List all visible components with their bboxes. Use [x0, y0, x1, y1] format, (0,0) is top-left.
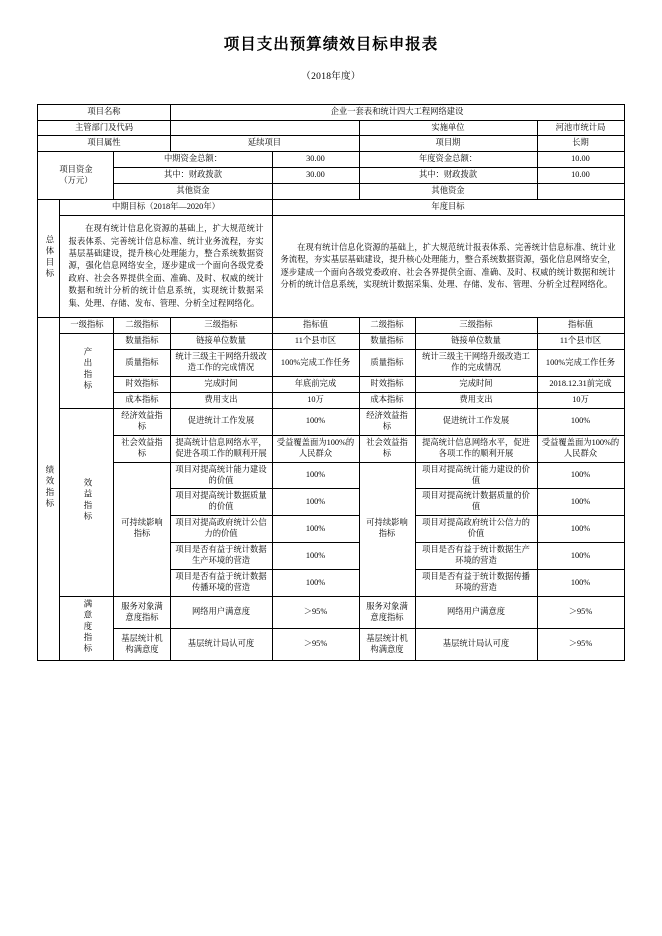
header-level1: 一级指标: [60, 318, 114, 334]
l3-year: 链接单位数量: [415, 334, 537, 350]
l2-mid: 经济效益指标: [114, 408, 170, 435]
department-label: 主管部门及代码: [38, 120, 170, 136]
l2-mid: 成本指标: [114, 392, 170, 408]
department-value: [170, 120, 359, 136]
l2-mid: 数量指标: [114, 334, 170, 350]
mid-gov-label: 其中：财政拨款: [114, 168, 272, 184]
period-value: 长期: [537, 136, 624, 152]
v-year: 100%: [537, 516, 624, 543]
page-title: 项目支出预算绩效目标申报表: [223, 36, 439, 53]
v-year: 100%: [537, 408, 624, 435]
l3-mid: 项目对提高政府统计公信力的价值: [170, 516, 272, 543]
l3-mid: 促进统计工作发展: [170, 408, 272, 435]
v-year: ＞95%: [537, 596, 624, 628]
l3-mid: 项目是否有益于统计数据传播环境的营造: [170, 570, 272, 597]
year-goal-cell: [272, 216, 624, 318]
l2-mid: 质量指标: [114, 350, 170, 377]
mid-gov-value: 30.00: [272, 168, 359, 184]
l2-year: 基层统计机构满意度: [359, 629, 415, 661]
header-value-year: 指标值: [537, 318, 624, 334]
header-level3-mid: 三级指标: [170, 318, 272, 334]
table-row-perf-header: [38, 318, 624, 334]
v-year: 100%: [537, 543, 624, 570]
l2-year: 数量指标: [359, 334, 415, 350]
level1-output-text: 产出指标: [82, 346, 93, 392]
level1-output: [60, 334, 114, 409]
fund-label: [38, 152, 114, 200]
mid-other-value: [272, 184, 359, 200]
table-row-fund-total: [38, 152, 624, 168]
l3-year: 项目是否有益于统计数据生产环境的营造: [415, 543, 537, 570]
overall-row-label: [38, 200, 60, 318]
table-row-overall-header: [38, 200, 624, 216]
v-mid: 年底前完成: [272, 376, 359, 392]
table-row: [38, 596, 624, 628]
mid-other-label: 其他资金: [114, 184, 272, 200]
table-row: [38, 408, 624, 435]
v-mid: ＞95%: [272, 596, 359, 628]
attribute-value: 延续项目: [170, 136, 359, 152]
l3-year: 网络用户满意度: [415, 596, 537, 628]
attribute-label: 项目属性: [38, 136, 170, 152]
project-name-label: 项目名称: [38, 104, 170, 120]
v-year: 2018.12.31前完成: [537, 376, 624, 392]
v-year: 受益覆盖面为100%的人民群众: [537, 435, 624, 462]
fund-label-line2: （万元）: [59, 175, 93, 185]
year-total-label: 年度资金总额：: [359, 152, 537, 168]
l3-mid: 链接单位数量: [170, 334, 272, 350]
year-gov-label: 其中：财政拨款: [359, 168, 537, 184]
l3-mid: 提高统计信息网络水平，促进各项工作的顺利开展: [170, 435, 272, 462]
table-row-department: [38, 120, 624, 136]
l3-mid: 基层统计局认可度: [170, 629, 272, 661]
v-year: 10万: [537, 392, 624, 408]
level1-satisfaction: [60, 596, 114, 660]
l3-year: 项目是否有益于统计数据传播环境的营造: [415, 570, 537, 597]
l3-year: 项目对提高统计数据质量的价值: [415, 489, 537, 516]
table-row-project-name: [38, 104, 624, 120]
table-row: [38, 350, 624, 377]
l3-year: 基层统计局认可度: [415, 629, 537, 661]
l2-mid-sustain: 可持续影响指标: [114, 462, 170, 596]
l2-year: 时效指标: [359, 376, 415, 392]
table-row: [38, 376, 624, 392]
unit-label: 实施单位: [359, 120, 537, 136]
table-row-overall-body: [38, 216, 624, 318]
mid-total-label: 中期资金总额：: [114, 152, 272, 168]
l2-year-sustain: 可持续影响指标: [359, 462, 415, 596]
mid-goal-text: 在现有统计信息化资源的基础上，扩大规范统计报表体系、完善统计信息标准、统计业务流程，夯实基层基础建设，提升核心处理能力，整合系统数据资源，强化信息网络安全，逐步建成一个面向各级党委政府、社会各界提供全面、准确、及时、权威的统计数据和统计分析的统计信息系统，实现统计数据采集、处理、存储、发布、管理、分析全过程网络化。: [68, 224, 264, 308]
mid-total-value: 30.00: [272, 152, 359, 168]
v-mid: 100%: [272, 408, 359, 435]
v-year: 100%: [537, 462, 624, 489]
l3-year: 完成时间: [415, 376, 537, 392]
table-row: [38, 392, 624, 408]
mid-goal-header: 中期目标（2018年—2020年）: [60, 200, 272, 216]
fund-label-line1: 项目资金: [59, 164, 93, 174]
l2-year: 社会效益指标: [359, 435, 415, 462]
l3-year: 提高统计信息网络水平，促进各项工作的顺利开展: [415, 435, 537, 462]
table-row-attribute: [38, 136, 624, 152]
level1-satisfaction-text: 满意度指标: [82, 598, 93, 655]
v-mid: 100%: [272, 489, 359, 516]
l2-year: 服务对象满意度指标: [359, 596, 415, 628]
l2-mid: 社会效益指标: [114, 435, 170, 462]
table-row-fund-other: [38, 184, 624, 200]
l3-mid: 项目对提高统计能力建设的价值: [170, 462, 272, 489]
performance-target-table: [37, 104, 624, 662]
year-gov-value: 10.00: [537, 168, 624, 184]
level1-benefit: [60, 408, 114, 596]
l3-mid: 费用支出: [170, 392, 272, 408]
header-level3-year: 三级指标: [415, 318, 537, 334]
l2-mid: 时效指标: [114, 376, 170, 392]
v-mid: 100%完成工作任务: [272, 350, 359, 377]
perf-row-label: [38, 318, 60, 661]
l3-year: 项目对提高统计能力建设的价值: [415, 462, 537, 489]
l3-year: 促进统计工作发展: [415, 408, 537, 435]
v-mid: 100%: [272, 570, 359, 597]
header-level2-year: 二级指标: [359, 318, 415, 334]
l3-mid: 项目是否有益于统计数据生产环境的营造: [170, 543, 272, 570]
page-subtitle: （2018年度）: [301, 71, 361, 82]
mid-goal-cell: [60, 216, 272, 318]
year-goal-text: 在现有统计信息化资源的基础上，扩大规范统计报表体系、完善统计信息标准、统计业务流程，夯实基层基础建设，提升核心处理能力，整合系统数据资源，强化信息网络安全，逐步建成一个面向各级党委政府、社会各界提供全面、准确、及时、权威的统计数据和统计分析的统计信息系统，实现统计数据采集、处理、存储、发布、管理、分析全过程网络化。: [280, 242, 616, 290]
v-year: 100%: [537, 570, 624, 597]
l3-year: 统计三级主干网络升级改造工作的完成情况: [415, 350, 537, 377]
year-goal-header: 年度目标: [272, 200, 624, 216]
v-year: 100%: [537, 489, 624, 516]
table-row: [38, 462, 624, 489]
v-mid: 10万: [272, 392, 359, 408]
l3-mid: 统计三级主干网络升级改造工作的完成情况: [170, 350, 272, 377]
header-value-mid: 指标值: [272, 318, 359, 334]
header-level2-mid: 二级指标: [114, 318, 170, 334]
l3-mid: 网络用户满意度: [170, 596, 272, 628]
perf-row-label-text: 绩效指标: [44, 465, 55, 510]
l3-year: 费用支出: [415, 392, 537, 408]
v-year: 11个县市区: [537, 334, 624, 350]
table-row: [38, 629, 624, 661]
l2-mid: 服务对象满意度指标: [114, 596, 170, 628]
project-name-value: 企业一套表和统计四大工程网络建设: [170, 104, 624, 120]
v-mid: 100%: [272, 543, 359, 570]
table-row: [38, 334, 624, 350]
table-row-fund-gov: [38, 168, 624, 184]
l3-year: 项目对提高政府统计公信力的价值: [415, 516, 537, 543]
v-mid: ＞95%: [272, 629, 359, 661]
table-row: [38, 435, 624, 462]
year-other-value: [537, 184, 624, 200]
v-year: ＞95%: [537, 629, 624, 661]
l2-year: 质量指标: [359, 350, 415, 377]
l2-year: 成本指标: [359, 392, 415, 408]
l3-mid: 项目对提高统计数据质量的价值: [170, 489, 272, 516]
period-label: 项目期: [359, 136, 537, 152]
l2-mid: 基层统计机构满意度: [114, 629, 170, 661]
year-other-label: 其他资金: [359, 184, 537, 200]
l3-mid: 完成时间: [170, 376, 272, 392]
unit-value: 河池市统计局: [537, 120, 624, 136]
v-mid: 受益覆盖面为100%的人民群众: [272, 435, 359, 462]
level1-benefit-text: 效益指标: [82, 478, 93, 523]
v-mid: 100%: [272, 516, 359, 543]
v-mid: 100%: [272, 462, 359, 489]
overall-row-label-text: 总体目标: [44, 234, 55, 279]
l2-year: 经济效益指标: [359, 408, 415, 435]
v-year: 100%完成工作任务: [537, 350, 624, 377]
v-mid: 11个县市区: [272, 334, 359, 350]
year-total-value: 10.00: [537, 152, 624, 168]
